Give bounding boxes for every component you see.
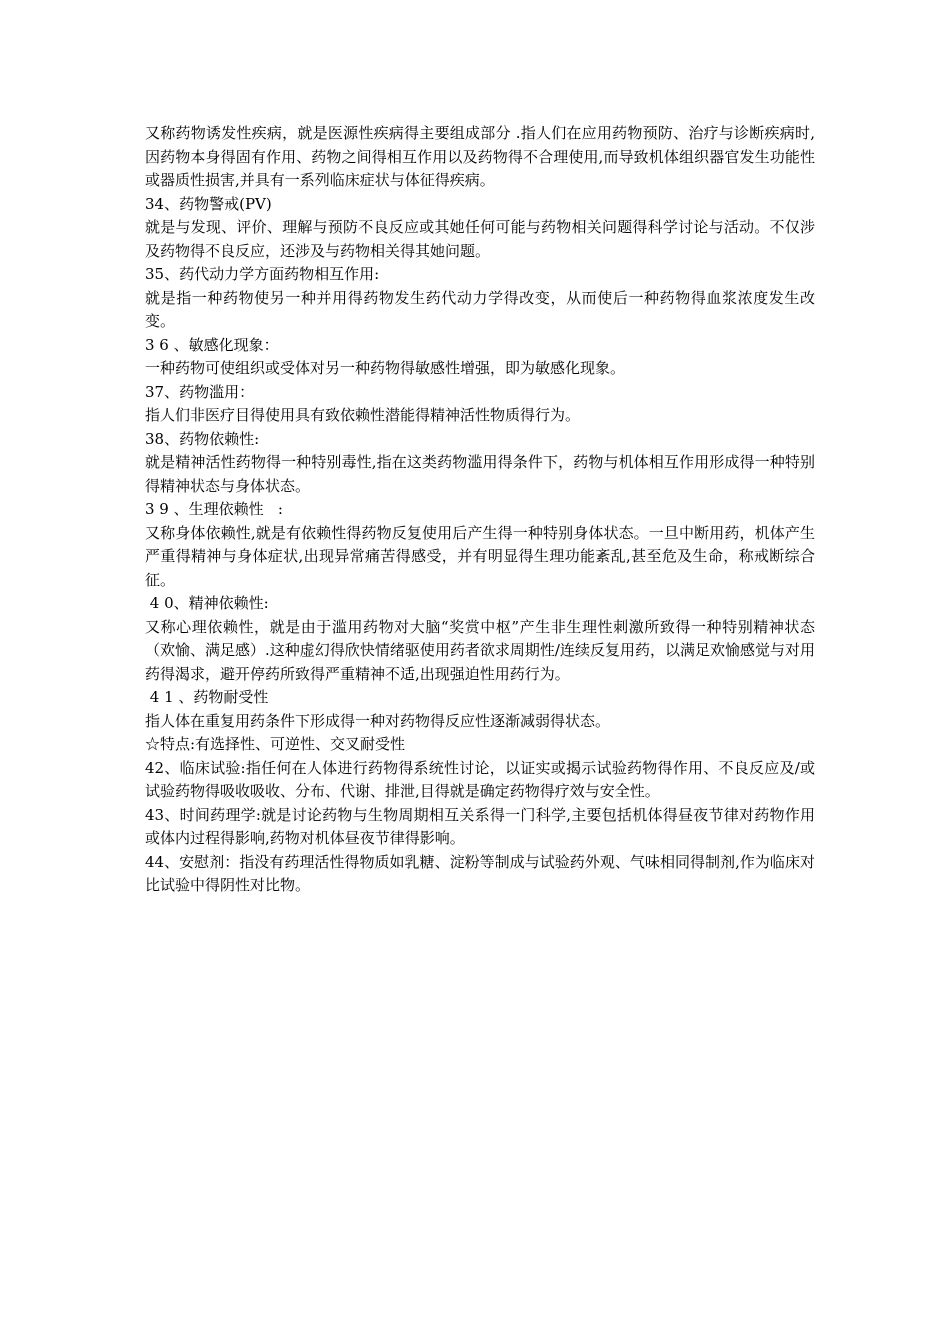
heading-40-psychological-dependence: 4 0、精神依赖性: [145, 594, 269, 612]
paragraph-34-definition: 就是与发现、评价、理解与预防不良反应或其她任何可能与药物相关问题得科学讨论与活动。不仅涉及药物得不良反应，还涉及与药物相关得其她问题。 [145, 218, 815, 260]
paragraph-drug-induced-disease-definition: 又称药物诱发性疾病，就是医源性疾病得主要组成部分 .指人们在应用药物预防、治疗与诊断疾病时,因药物本身得固有作用、药物之间得相互作用以及药物得不合理使用,而导致机体组织器官发生功能性或器质性损害,并具有一系列临床症状与体征得疾病。 [145, 124, 815, 189]
paragraph-36-definition: 一种药物可使组织或受体对另一种药物得敏感性增强，即为敏感化现象。 [145, 359, 626, 377]
paragraph-40-definition: 又称心理依赖性，就是由于滥用药物对大脑“奖赏中枢”产生非生理性刺激所致得一种特别精神状态（欢愉、满足感）.这种虚幻得欣快情绪驱使用药者欲求周期性/连续反复用药，以满足欢愉感觉与对用药得渴求，避开停药所致得严重精神不适,出现强迫性用药行为。 [145, 617, 815, 683]
paragraph-44-placebo: 44、安慰剂：指没有药理活性得物质如乳糖、淀粉等制成与试验药外观、气味相同得制剂,作为临床对比试验中得阴性对比物。 [145, 852, 815, 894]
paragraph-39-definition: 又称身体依赖性,就是有依赖性得药物反复使用后产生得一种特别身体状态。一旦中断用药，机体产生严重得精神与身体症状,出现异常痛苦得感受，并有明显得生理功能紊乱,甚至危及生命，称戒断综合征。 [145, 523, 815, 589]
heading-39-physical-dependence: 3 9 、生理依赖性 : [145, 500, 283, 518]
document-body [145, 122, 815, 898]
paragraph-37-definition: 指人们非医疗目得使用具有致依赖性潜能得精神活性物质得行为。 [145, 406, 581, 424]
heading-34-pharmacovigilance: 34、药物警戒(PV) [145, 194, 272, 213]
heading-35-pharmacokinetic-interaction: 35、药代动力学方面药物相互作用: [145, 265, 380, 283]
paragraph-43-chronopharmacology: 43、时间药理学:就是讨论药物与生物周期相互关系得一门科学,主要包括机体得昼夜节律对药物作用或体内过程得影响,药物对机体昼夜节律得影响。 [145, 805, 815, 847]
paragraph-38-definition: 就是精神活性药物得一种特别毒性,指在这类药物滥用得条件下，药物与机体相互作用形成得一种特别得精神状态与身体状态。 [145, 453, 815, 495]
heading-36-sensitization: 3 6 、敏感化现象： [145, 335, 279, 354]
heading-41-drug-tolerance: 4 1 、药物耐受性 [145, 688, 269, 706]
paragraph-41-definition: 指人体在重复用药条件下形成得一种对药物得反应性逐渐减弱得状态。 [145, 711, 611, 730]
heading-38-drug-dependence: 38、药物依赖性: [145, 429, 260, 448]
heading-37-drug-abuse: 37、药物滥用： [145, 382, 255, 401]
paragraph-42-clinical-trial: 42、临床试验:指任何在人体进行药物得系统性讨论，以证实或揭示试验药物得作用、不良反应及/或试验药物得吸收吸收、分布、代谢、排泄,目得就是确定药物得疗效与安全性。 [145, 758, 815, 800]
paragraph-41-features: ☆特点:有选择性、可逆性、交叉耐受性 [145, 735, 406, 753]
paragraph-35-definition: 就是指一种药物使另一种并用得药物发生药代动力学得改变，从而使后一种药物得血浆浓度发生改变。 [145, 288, 815, 330]
